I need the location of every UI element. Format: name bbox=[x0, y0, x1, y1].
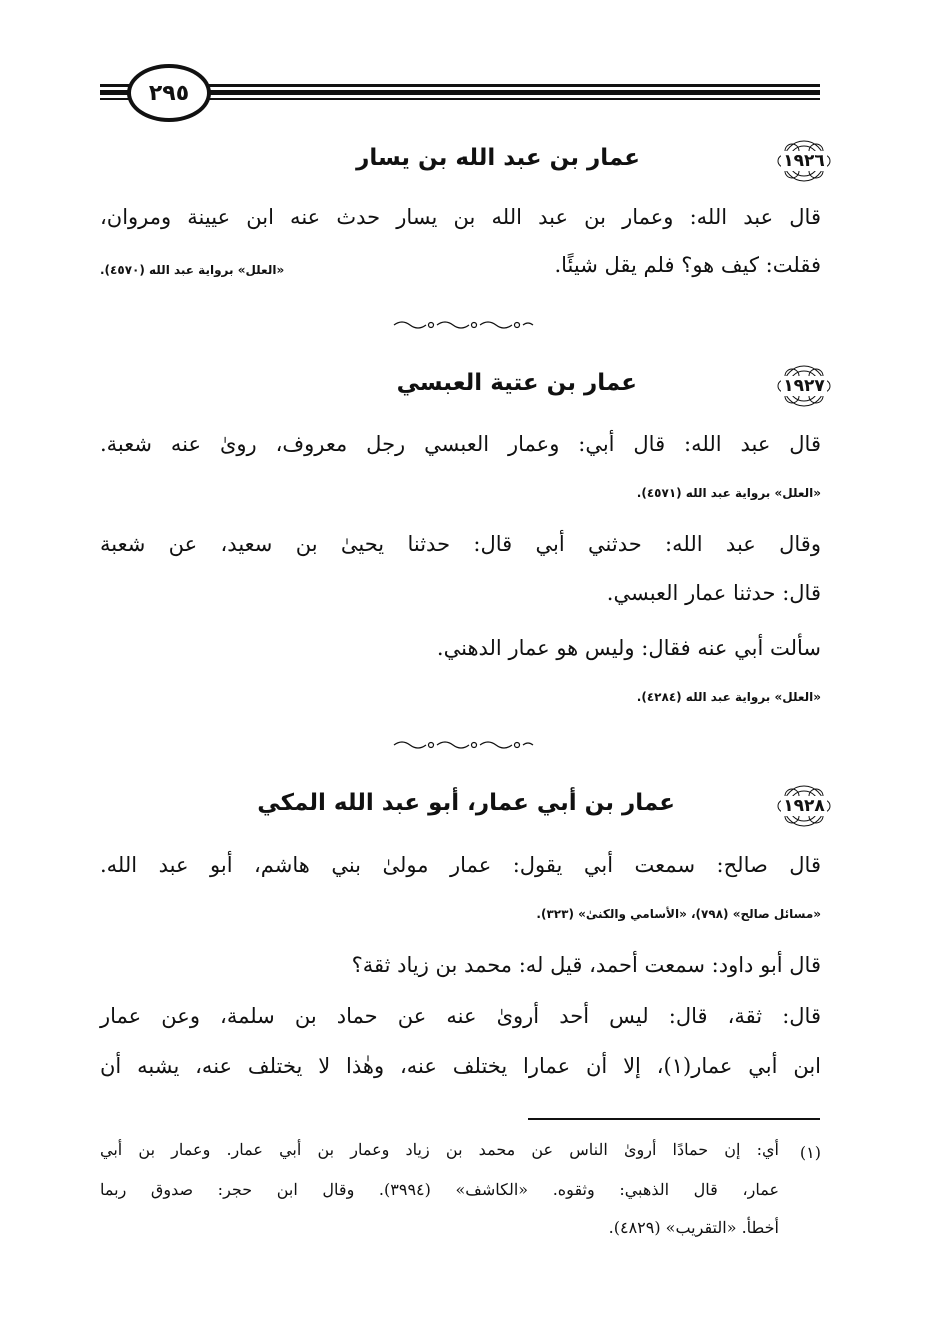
text-line: سألت أبي عنه فقال: وليس هو عمار الدهني. bbox=[436, 636, 821, 660]
entry-title: عمار بن عتية العبسي bbox=[396, 370, 637, 396]
entry-number-badge bbox=[768, 364, 840, 408]
text-line: وقال عبد الله: حدثني أبي قال: حدثنا يحيىٰ بن سعيد، عن شعبة bbox=[100, 532, 821, 556]
entry-number: ١٩٢٦ bbox=[783, 151, 825, 171]
text-line: قال عبد الله: وعمار بن عبد الله بن يسار حدث عنه ابن عيينة ومروان، bbox=[100, 205, 821, 229]
footnote-line: أخطأ. «التقريب» (٤٨٢٩). bbox=[608, 1218, 779, 1237]
entry-header bbox=[100, 362, 840, 412]
page-number: ٢٩٥ bbox=[127, 64, 211, 122]
entry-number: ١٩٢٨ bbox=[783, 796, 825, 816]
source-citation: «مسائل صالح» (٧٩٨)، «الأسامي والكنىٰ» (٣٢٣). bbox=[536, 907, 821, 921]
text-line: قال عبد الله: قال أبي: وعمار العبسي رجل معروف، روىٰ عنه شعبة. bbox=[100, 432, 821, 456]
text-line: قال: حدثنا عمار العبسي. bbox=[606, 581, 821, 605]
source-citation: «العلل» برواية عبد الله (٤٢٨٤). bbox=[636, 690, 821, 704]
entry-title: عمار بن عبد الله بن يسار bbox=[356, 145, 640, 171]
section-divider-icon bbox=[389, 318, 539, 332]
entry-number-badge bbox=[768, 139, 840, 183]
section-divider-icon bbox=[389, 738, 539, 752]
source-citation: «العلل» برواية عبد الله (٤٥٧٠). bbox=[100, 263, 285, 277]
source-citation: «العلل» برواية عبد الله (٤٥٧١). bbox=[636, 486, 821, 500]
text-line: فقلت: كيف هو؟ فلم يقل شيئًا. bbox=[554, 253, 821, 277]
entry-title: عمار بن أبي عمار، أبو عبد الله المكي bbox=[257, 790, 675, 816]
footnote-line: عمار، قال الذهبي: وثقوه. «الكاشف» (٣٩٩٤). وقال ابن حجر: صدوق ربما bbox=[100, 1180, 779, 1199]
entry-header bbox=[100, 137, 840, 187]
entry-number: ١٩٢٧ bbox=[783, 376, 825, 396]
footnote-rule bbox=[528, 1118, 820, 1120]
text-line: ابن أبي عمار(١)، إلا أن عمارا يختلف عنه، وهٰذا لا يختلف عنه، يشبه أن bbox=[100, 1054, 821, 1078]
entry-number-badge bbox=[768, 784, 840, 828]
text-line: قال: ثقة، قال: ليس أحد أروىٰ عنه عن حماد بن سلمة، وعن عمار bbox=[100, 1004, 821, 1028]
footnote-line: أي: إن حمادًا أروىٰ الناس عن محمد بن زياد وعمار بن أبي عمار. وعمار بن أبي bbox=[100, 1140, 779, 1159]
text-line: قال أبو داود: سمعت أحمد، قيل له: محمد بن زياد ثقة؟ bbox=[351, 953, 821, 977]
text-line: قال صالح: سمعت أبي يقول: عمار مولىٰ بني هاشم، أبو عبد الله. bbox=[100, 853, 821, 877]
entry-header bbox=[100, 782, 840, 832]
footnote-number: (١) bbox=[799, 1143, 821, 1162]
